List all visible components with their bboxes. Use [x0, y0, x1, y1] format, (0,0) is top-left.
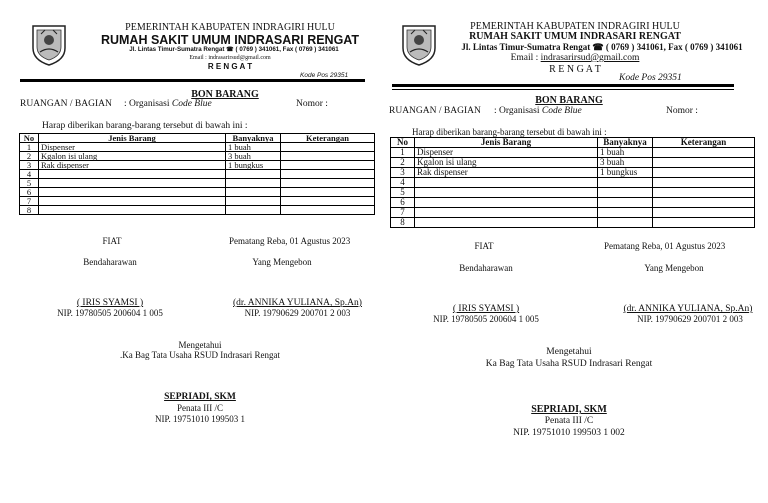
nip-left: NIP. 19780505 200604 1 005	[433, 314, 539, 324]
fiat-label: FIAT	[102, 236, 122, 246]
known-role: Ka Bag Tata Usaha RSUD Indrasari Rengat	[485, 359, 653, 369]
table-row	[20, 188, 375, 197]
table-row	[391, 158, 755, 168]
row-note	[653, 188, 755, 198]
items-table	[390, 137, 755, 228]
regency-emblem-icon	[401, 24, 437, 66]
header-rule-thick	[20, 79, 365, 82]
row-note	[281, 170, 375, 179]
row-no: 8	[20, 206, 39, 215]
row-note	[653, 158, 755, 168]
row-no: 5	[391, 188, 415, 198]
known-label: Mengetahui	[178, 340, 222, 350]
row-item	[415, 208, 598, 218]
table-row	[20, 170, 375, 179]
row-item	[39, 206, 226, 215]
govt-header: PEMERINTAH KABUPATEN INDRAGIRI HULU	[470, 21, 680, 32]
nomor-label: Nomor :	[296, 99, 328, 109]
row-qty: 1 bungkus	[226, 161, 281, 170]
row-qty	[598, 188, 653, 198]
dept-label: RUANGAN / BAGIAN	[389, 106, 481, 116]
row-qty: 3 buah	[598, 158, 653, 168]
row-note	[653, 178, 755, 188]
nip-right: NIP. 19790629 200701 2 003	[244, 308, 351, 318]
table-row	[20, 197, 375, 206]
row-qty: 1 bungkus	[598, 168, 653, 178]
row-no: 6	[391, 198, 415, 208]
row-no: 2	[20, 152, 39, 161]
row-no: 4	[20, 170, 39, 179]
row-qty	[226, 179, 281, 188]
row-item	[39, 197, 226, 206]
table-row	[20, 206, 375, 215]
role-left: Bendaharawan	[459, 263, 513, 273]
table-row	[20, 161, 375, 170]
nip-left: NIP. 19780505 200604 1 005	[57, 308, 163, 318]
row-qty	[598, 178, 653, 188]
row-note	[281, 197, 375, 206]
row-no: 4	[391, 178, 415, 188]
dept-value	[494, 106, 582, 116]
items-table	[19, 133, 375, 215]
items-header-row	[391, 138, 755, 148]
postcode: Kode Pos 29351	[300, 72, 349, 79]
bon-barang-form-right	[384, 0, 768, 503]
row-qty: 1 buah	[598, 148, 653, 158]
row-item: Kgalon isi ulang	[39, 152, 226, 161]
col-item: Jenis Barang	[39, 134, 226, 143]
row-qty	[226, 197, 281, 206]
table-row	[391, 148, 755, 158]
place-date: Pematang Reba, 01 Agustus 2023	[229, 236, 351, 246]
role-left: Bendaharawan	[83, 257, 137, 267]
row-note	[653, 168, 755, 178]
form-title: BON BARANG	[535, 95, 603, 106]
hospital-name: RUMAH SAKIT UMUM INDRASARI RENGAT	[100, 33, 360, 47]
dept-label: RUANGAN / BAGIAN	[20, 99, 112, 109]
known-role: .Ka Bag Tata Usaha RSUD Indrasari Rengat	[120, 350, 280, 360]
postcode: Kode Pos 29351	[619, 73, 682, 83]
col-item: Jenis Barang	[415, 138, 598, 148]
row-qty	[598, 218, 653, 228]
hospital-email: Email : indrasarirsud@gmail.com	[189, 55, 271, 61]
row-no: 5	[20, 179, 39, 188]
row-note	[281, 152, 375, 161]
row-note	[653, 218, 755, 228]
row-item	[415, 188, 598, 198]
row-qty	[226, 170, 281, 179]
row-no: 1	[20, 143, 39, 152]
row-no: 7	[20, 197, 39, 206]
row-item	[415, 178, 598, 188]
row-qty	[598, 198, 653, 208]
role-right: Yang Mengebon	[644, 263, 704, 273]
table-row	[391, 218, 755, 228]
hospital-city: R E N G A T	[207, 62, 253, 71]
nip-right: NIP. 19790629 200701 2 003	[637, 314, 743, 324]
hospital-city: R E N G A T	[549, 64, 601, 75]
role-right: Yang Mengebon	[252, 257, 312, 267]
row-item	[415, 218, 598, 228]
row-note	[281, 188, 375, 197]
head-rank: Penata III /C	[177, 403, 223, 413]
row-qty: 1 buah	[226, 143, 281, 152]
place-date: Pematang Reba, 01 Agustus 2023	[604, 241, 726, 251]
table-row	[391, 208, 755, 218]
row-no: 8	[391, 218, 415, 228]
row-no: 6	[20, 188, 39, 197]
hospital-name: RUMAH SAKIT UMUM INDRASARI RENGAT	[469, 31, 681, 42]
name-left: ( IRIS SYAMSI )	[452, 304, 520, 314]
row-item	[39, 170, 226, 179]
hospital-address: Jl. Lintas Timur-Sumatra Rengat ☎ ( 0769 ) 341061, Fax ( 0769 ) 341061	[461, 42, 743, 52]
regency-emblem-icon	[31, 24, 67, 66]
email-prefix: Email :	[510, 53, 539, 63]
table-row	[391, 188, 755, 198]
head-name: SEPRIADI, SKM	[164, 392, 236, 402]
row-item	[39, 179, 226, 188]
row-note	[653, 208, 755, 218]
dept-value-text: Code Blue	[541, 106, 582, 116]
dept-value-text: Code Blue	[171, 99, 212, 109]
col-qty: Banyaknya	[226, 134, 281, 143]
known-label: Mengetahui	[546, 347, 592, 357]
row-item	[39, 188, 226, 197]
dept-value-prefix: : Organisasi	[494, 106, 540, 116]
row-note	[281, 143, 375, 152]
name-left: ( IRIS SYAMSI )	[76, 298, 144, 308]
col-no: No	[20, 134, 39, 143]
head-nip: NIP. 19751010 199503 1 002	[513, 428, 625, 438]
name-right: (dr. ANNIKA YULIANA, Sp.An)	[623, 304, 753, 314]
dept-value-prefix: : Organisasi	[124, 99, 170, 109]
col-note: Keterangan	[281, 134, 375, 143]
head-nip: NIP. 19751010 199503 1	[154, 414, 245, 424]
row-item: Dispenser	[415, 148, 598, 158]
head-name: SEPRIADI, SKM	[531, 404, 607, 415]
row-item: Kgalon isi ulang	[415, 158, 598, 168]
nomor-label: Nomor :	[666, 106, 698, 116]
intro-text: Harap diberikan barang-barang tersebut di bawah ini :	[412, 127, 607, 137]
row-item: Rak dispenser	[415, 168, 598, 178]
table-row	[391, 198, 755, 208]
intro-text: Harap diberikan barang-barang tersebut di bawah ini :	[42, 121, 248, 131]
row-qty: 3 buah	[226, 152, 281, 161]
form-title: BON BARANG	[191, 89, 259, 100]
row-item: Rak dispenser	[39, 161, 226, 170]
row-note	[281, 179, 375, 188]
dept-value	[124, 99, 212, 109]
govt-header: PEMERINTAH KABUPATEN INDRAGIRI HULU	[125, 22, 335, 33]
email-link[interactable]: indrasarirsud@gmail.com	[540, 53, 640, 63]
row-item: Dispenser	[39, 143, 226, 152]
col-no: No	[391, 138, 415, 148]
row-qty	[598, 208, 653, 218]
table-row	[391, 168, 755, 178]
header-rule-thick	[392, 84, 734, 87]
header-rule-thin	[392, 89, 734, 90]
row-no: 2	[391, 158, 415, 168]
row-note	[281, 206, 375, 215]
col-qty: Banyaknya	[598, 138, 653, 148]
row-note	[281, 161, 375, 170]
fiat-label: FIAT	[474, 241, 494, 251]
row-no: 3	[391, 168, 415, 178]
row-no: 3	[20, 161, 39, 170]
row-qty	[226, 206, 281, 215]
row-no: 1	[391, 148, 415, 158]
row-qty	[226, 188, 281, 197]
row-note	[653, 148, 755, 158]
name-right: (dr. ANNIKA YULIANA, Sp.An)	[233, 298, 362, 308]
col-note: Keterangan	[653, 138, 755, 148]
row-item	[415, 198, 598, 208]
table-row	[20, 179, 375, 188]
head-rank: Penata III /C	[544, 416, 594, 426]
hospital-email	[444, 53, 706, 63]
table-row	[391, 178, 755, 188]
row-note	[653, 198, 755, 208]
hospital-address: Jl. Lintas Timur-Sumatra Rengat ☎ ( 0769 ) 341061, Fax ( 0769 ) 341061	[129, 46, 339, 53]
row-no: 7	[391, 208, 415, 218]
